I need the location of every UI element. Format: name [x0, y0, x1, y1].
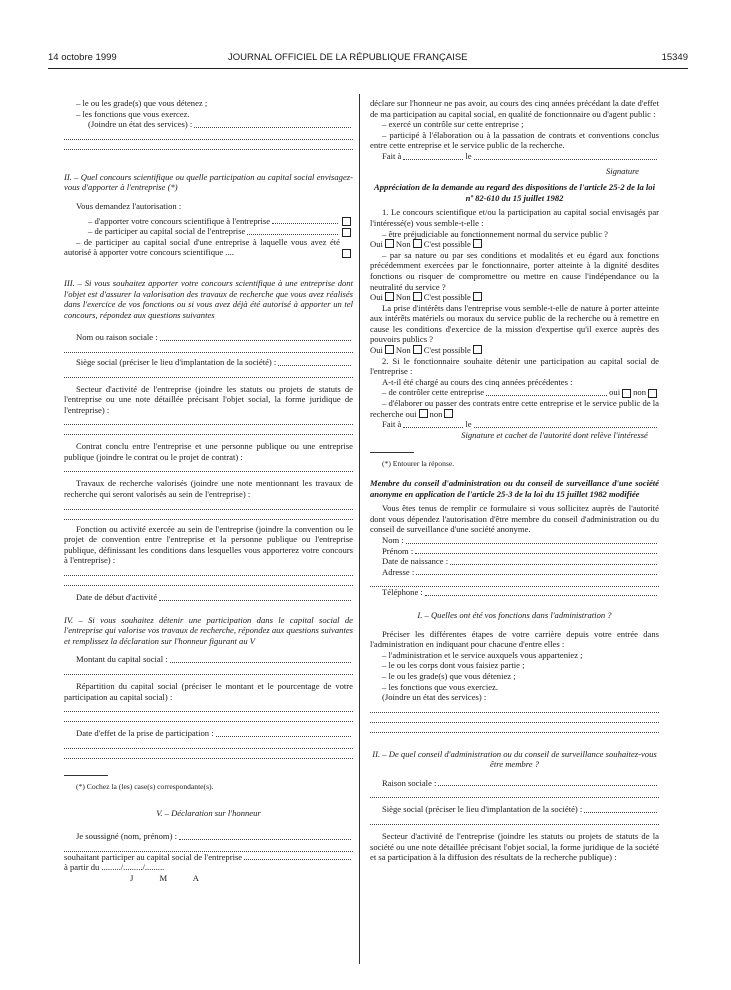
section-i-item-1: – l'administration et le service auxquels vous apparteniez ; — [382, 649, 583, 660]
blank-line[interactable] — [64, 702, 353, 712]
checkbox-oui[interactable] — [385, 292, 394, 301]
fonctions-item: – les fonctions que vous exercez. — [76, 108, 190, 119]
appreciation-title: Appréciation de la demande au regard des dispositions de l'article 25-2 de la loi nº 82-610 du 15 juillet 1982 — [374, 182, 655, 203]
section-i-item-3: – le ou les grade(s) que vous déteniez ; — [382, 670, 516, 681]
checkbox-possible[interactable] — [473, 345, 482, 354]
montant-capital-field[interactable]: Montant du capital social : — [64, 654, 353, 665]
page-header — [48, 52, 688, 66]
question-2c: – d'élaborer ou passer des contrats entre cette entreprise et le service public de la recherche oui non — [370, 398, 659, 419]
declaration-item-1: – exercé un contrôle sur cette entreprise ; — [382, 119, 524, 130]
footnote-rule — [64, 775, 108, 776]
date-effet-field[interactable]: Date d'effet de la prise de participation : — [64, 728, 353, 739]
fait-a-field[interactable]: Fait à le — [370, 151, 659, 162]
blank-line[interactable] — [370, 577, 659, 587]
checkbox-possible[interactable] — [473, 292, 482, 301]
checkbox-non[interactable] — [648, 389, 657, 398]
checkbox-possible[interactable] — [473, 239, 482, 248]
blank-line[interactable] — [64, 462, 353, 472]
date-debut-field[interactable]: Date de début d'activité — [64, 592, 353, 603]
blank-line[interactable] — [64, 665, 353, 675]
secteur-activite-label-2: Secteur d'activité de l'entreprise (joindre les statuts ou projets de statuts de la société ou une note détaillée précisant l'objet social, la forme juridique de la société et sa participation à la diffusion des résultats de la recherche publique) : — [370, 831, 659, 863]
header-page-number: 15349 — [661, 52, 688, 63]
question-1b: – par sa nature ou par ses conditions et modalités et eu égard aux fonctions précédemment exercées par le fonctionnaire, porter atteinte à la dignité desdites fonctions ou risquer de compromettre ou mettre en cause l'indépendance ou la neutralité du service ? — [370, 249, 659, 292]
signature-cachet-label: Signature et cachet de l'autorité dont relève l'intéressé — [461, 429, 648, 440]
checkbox-oui[interactable] — [385, 239, 394, 248]
option-capital: – de participer au capital social de l'entreprise — [64, 226, 353, 237]
blank-line[interactable] — [64, 343, 353, 353]
blank-line[interactable] — [64, 425, 353, 435]
secteur-activite-label: Secteur d'activité de l'entreprise (joindre les statuts ou projets de statuts de l'entreprise ou une note détaillée précisant l'objet social, la forme juridique de l'entreprise) : — [64, 383, 353, 415]
jma-label: J M A — [130, 872, 212, 883]
membre-conseil-title: Membre du conseil d'administration ou du conseil de surveillance d'une société anonyme en application de l'article 25-3 de la loi du 15 juillet 1982 modifiée — [370, 478, 659, 499]
siege-social-field-2[interactable]: Siège social (préciser le lieu d'implantation de la société) : — [370, 804, 659, 815]
grade-item: – le ou les grade(s) que vous détenez ; — [76, 98, 208, 108]
right-column — [370, 98, 659, 863]
checkbox-oui[interactable] — [622, 389, 631, 398]
telephone-field[interactable]: Téléphone : — [370, 587, 659, 598]
footnote-rule — [370, 452, 414, 453]
checkbox-capital-autorise[interactable] — [342, 249, 351, 258]
checkbox-concours[interactable] — [342, 217, 351, 226]
header-date: 14 octobre 1999 — [48, 52, 117, 63]
question-1a: – être préjudiciable au fonctionnement normal du service public ? — [382, 228, 608, 239]
section-ii-right-title: II. – De quel conseil d'administration ou du conseil de surveillance souhaitez-vous être membre ? — [372, 748, 657, 770]
answer-row-2: Oui Non C'est possible — [370, 292, 659, 303]
blank-line[interactable] — [64, 749, 353, 759]
left-column — [64, 98, 353, 883]
a-partir-du: à partir du ........./........./......... — [64, 862, 165, 873]
answer-row-3: Oui Non C'est possible — [370, 345, 659, 356]
checkbox-oui[interactable] — [419, 409, 428, 418]
footnote-entourer: (*) Entourer la réponse. — [382, 459, 455, 469]
header-rule — [48, 68, 688, 69]
raison-sociale-field[interactable]: Raison sociale : — [370, 778, 659, 789]
question-1c: La prise d'intérêts dans l'entreprise vous semble-t-elle de nature à porter atteinte aux intérêts matériels ou moraux du service public de la recherche ou à remettre en cause les conditions d'exercice de la mission d'expertise qu'il exerce auprès des pouvoirs publics ? — [370, 302, 659, 345]
column-divider — [359, 94, 360, 964]
blank-line[interactable] — [64, 510, 353, 520]
repartition-label: Répartition du capital social (préciser le montant et le pourcentage de votre participation au capital social) : — [64, 681, 353, 702]
option-concours: – d'apporter votre concours scientifique à l'entreprise — [64, 216, 353, 227]
prenom-field[interactable]: Prénom : — [370, 546, 659, 557]
blank-line[interactable] — [64, 368, 353, 378]
checkbox-non[interactable] — [413, 239, 422, 248]
section-i-item-5: (Joindre un état des services) : — [382, 692, 487, 703]
footnote-cochez: (*) Cochez la (les) case(s) correspondante(s). — [76, 781, 214, 791]
signature-label: Signature — [605, 165, 639, 176]
question-2a: A-t-il été chargé au cours des cinq années précédentes : — [382, 376, 573, 387]
blank-line[interactable] — [64, 842, 353, 852]
header-title: JOURNAL OFFICIEL DE LA RÉPUBLIQUE FRANÇAISE — [228, 52, 468, 63]
section-iv-title: IV. – Si vous souhaitez détenir une participation dans le capital social de l'entreprise qui valorise vos travaux de recherche, répondez aux questions suivantes et remplissez la déclaration sur l'honneur figurant au V — [64, 614, 353, 646]
section-i-item-4: – les fonctions que vous exerciez. — [382, 681, 498, 692]
section-i-title: I. – Quelles ont été vos fonctions dans l'administration ? — [417, 609, 612, 620]
option-capital-autorise: – de participer au capital social d'une entreprise à laquelle vous avez été autorisé à apporter votre concours scientifique .... — [64, 237, 353, 258]
je-soussigne-field[interactable]: Je soussigné (nom, prénom) : — [64, 831, 353, 842]
section-i-intro: Préciser les différentes étapes de votre carrière depuis votre entrée dans l'administration en indiquant pour chacune d'entre elles : — [370, 628, 659, 650]
checkbox-oui[interactable] — [385, 345, 394, 354]
section-ii-title: II. – Quel concours scientifique ou quelle participation au capital social envisagez-vous d'apporter à l'entreprise (*) — [64, 171, 353, 193]
declaration-item-2: – participé à l'élaboration ou à la passation de contrats et conventions conclus entre cette entreprise et le service public de la recherche. — [370, 129, 659, 151]
blank-line[interactable] — [64, 739, 353, 749]
blank-line[interactable] — [64, 130, 353, 140]
souhaitant-field[interactable]: souhaitant participer au capital social de l'entreprise — [64, 852, 353, 863]
services-field[interactable]: (Joindre un état des services) : — [64, 119, 353, 130]
fait-a-field-2[interactable]: Fait à le — [370, 419, 659, 430]
fonction-activite-label: Fonction ou activité exercée au sein de l'entreprise (joindre la convention ou le projet de convention entre l'entreprise et la personne publique ou l'entreprise publique, définissant les conditions dans lesquelles vous apporterez votre concours à l'entreprise) : — [64, 523, 353, 566]
question-2b: – de contrôler cette entreprise oui non — [370, 387, 659, 398]
section-v-title: V. – Déclaration sur l'honneur — [156, 808, 261, 819]
blank-line[interactable] — [64, 576, 353, 586]
travaux-label: Travaux de recherche valorisés (joindre une note mentionnant les travaux de recherche qui seront valorisés au sein de l'entreprise) : — [64, 478, 353, 500]
question-2: 2. Si le fonctionnaire souhaite détenir une participation au capital social de l'entreprise : — [370, 355, 659, 377]
adresse-field[interactable]: Adresse : — [370, 567, 659, 578]
section-iii-title: III. – Si vous souhaitez apporter votre concours scientifique à une entreprise dont l'objet est d'assurer la valorisation des travaux de recherche que vous avez réalisés dans l'exercice de vos fonctions ou si vous avez déjà été autorisé à apporter un tel concours, répondez aux questions suivantes — [64, 277, 353, 320]
blank-line[interactable] — [64, 566, 353, 576]
declaration-text: déclare sur l'honneur ne pas avoir, au cours des cinq années précédant la date d'effet de ma participation au capital social, en qualité de fonctionnaire ou d'agent public : — [370, 98, 659, 119]
blank-line[interactable] — [370, 713, 659, 723]
date-naissance-field[interactable]: Date de naissance : — [370, 556, 659, 567]
section-ii-intro: Vous demandez l'autorisation : — [76, 200, 182, 211]
blank-line[interactable] — [370, 815, 659, 825]
nom-field[interactable]: Nom : — [370, 535, 659, 546]
siege-social-field[interactable]: Siège social (préciser le lieu d'implantation de la société) : — [64, 357, 353, 368]
blank-line[interactable] — [370, 723, 659, 733]
question-1: 1. Le concours scientifique et/ou la participation au capital social envisagés par l'intéressé(e) vous semble-t-elle : — [370, 207, 659, 228]
blank-line[interactable] — [370, 788, 659, 798]
checkbox-non[interactable] — [413, 345, 422, 354]
section-i-item-2: – le ou les corps dont vous faisiez partie ; — [382, 660, 525, 671]
membre-intro: Vous êtes tenus de remplir ce formulaire si vous sollicitez auprès de l'autorité dont vous dépendez l'autorisation d'être membre du conseil d'administration ou du conseil de surveillance d'une société anonyme. — [370, 503, 659, 535]
blank-line[interactable] — [64, 500, 353, 510]
contrat-label: Contrat conclu entre l'entreprise et une personne publique ou une entreprise publique (joindre le contrat ou le projet de contrat) : — [64, 441, 353, 462]
checkbox-non[interactable] — [444, 409, 453, 418]
blank-line[interactable] — [64, 415, 353, 425]
answer-row-1: Oui Non C'est possible — [370, 239, 659, 250]
checkbox-capital[interactable] — [342, 228, 351, 237]
blank-line[interactable] — [64, 140, 353, 150]
nom-raison-field[interactable]: Nom ou raison sociale : — [64, 332, 353, 343]
blank-line[interactable] — [370, 703, 659, 713]
checkbox-non[interactable] — [413, 292, 422, 301]
blank-line[interactable] — [64, 712, 353, 722]
